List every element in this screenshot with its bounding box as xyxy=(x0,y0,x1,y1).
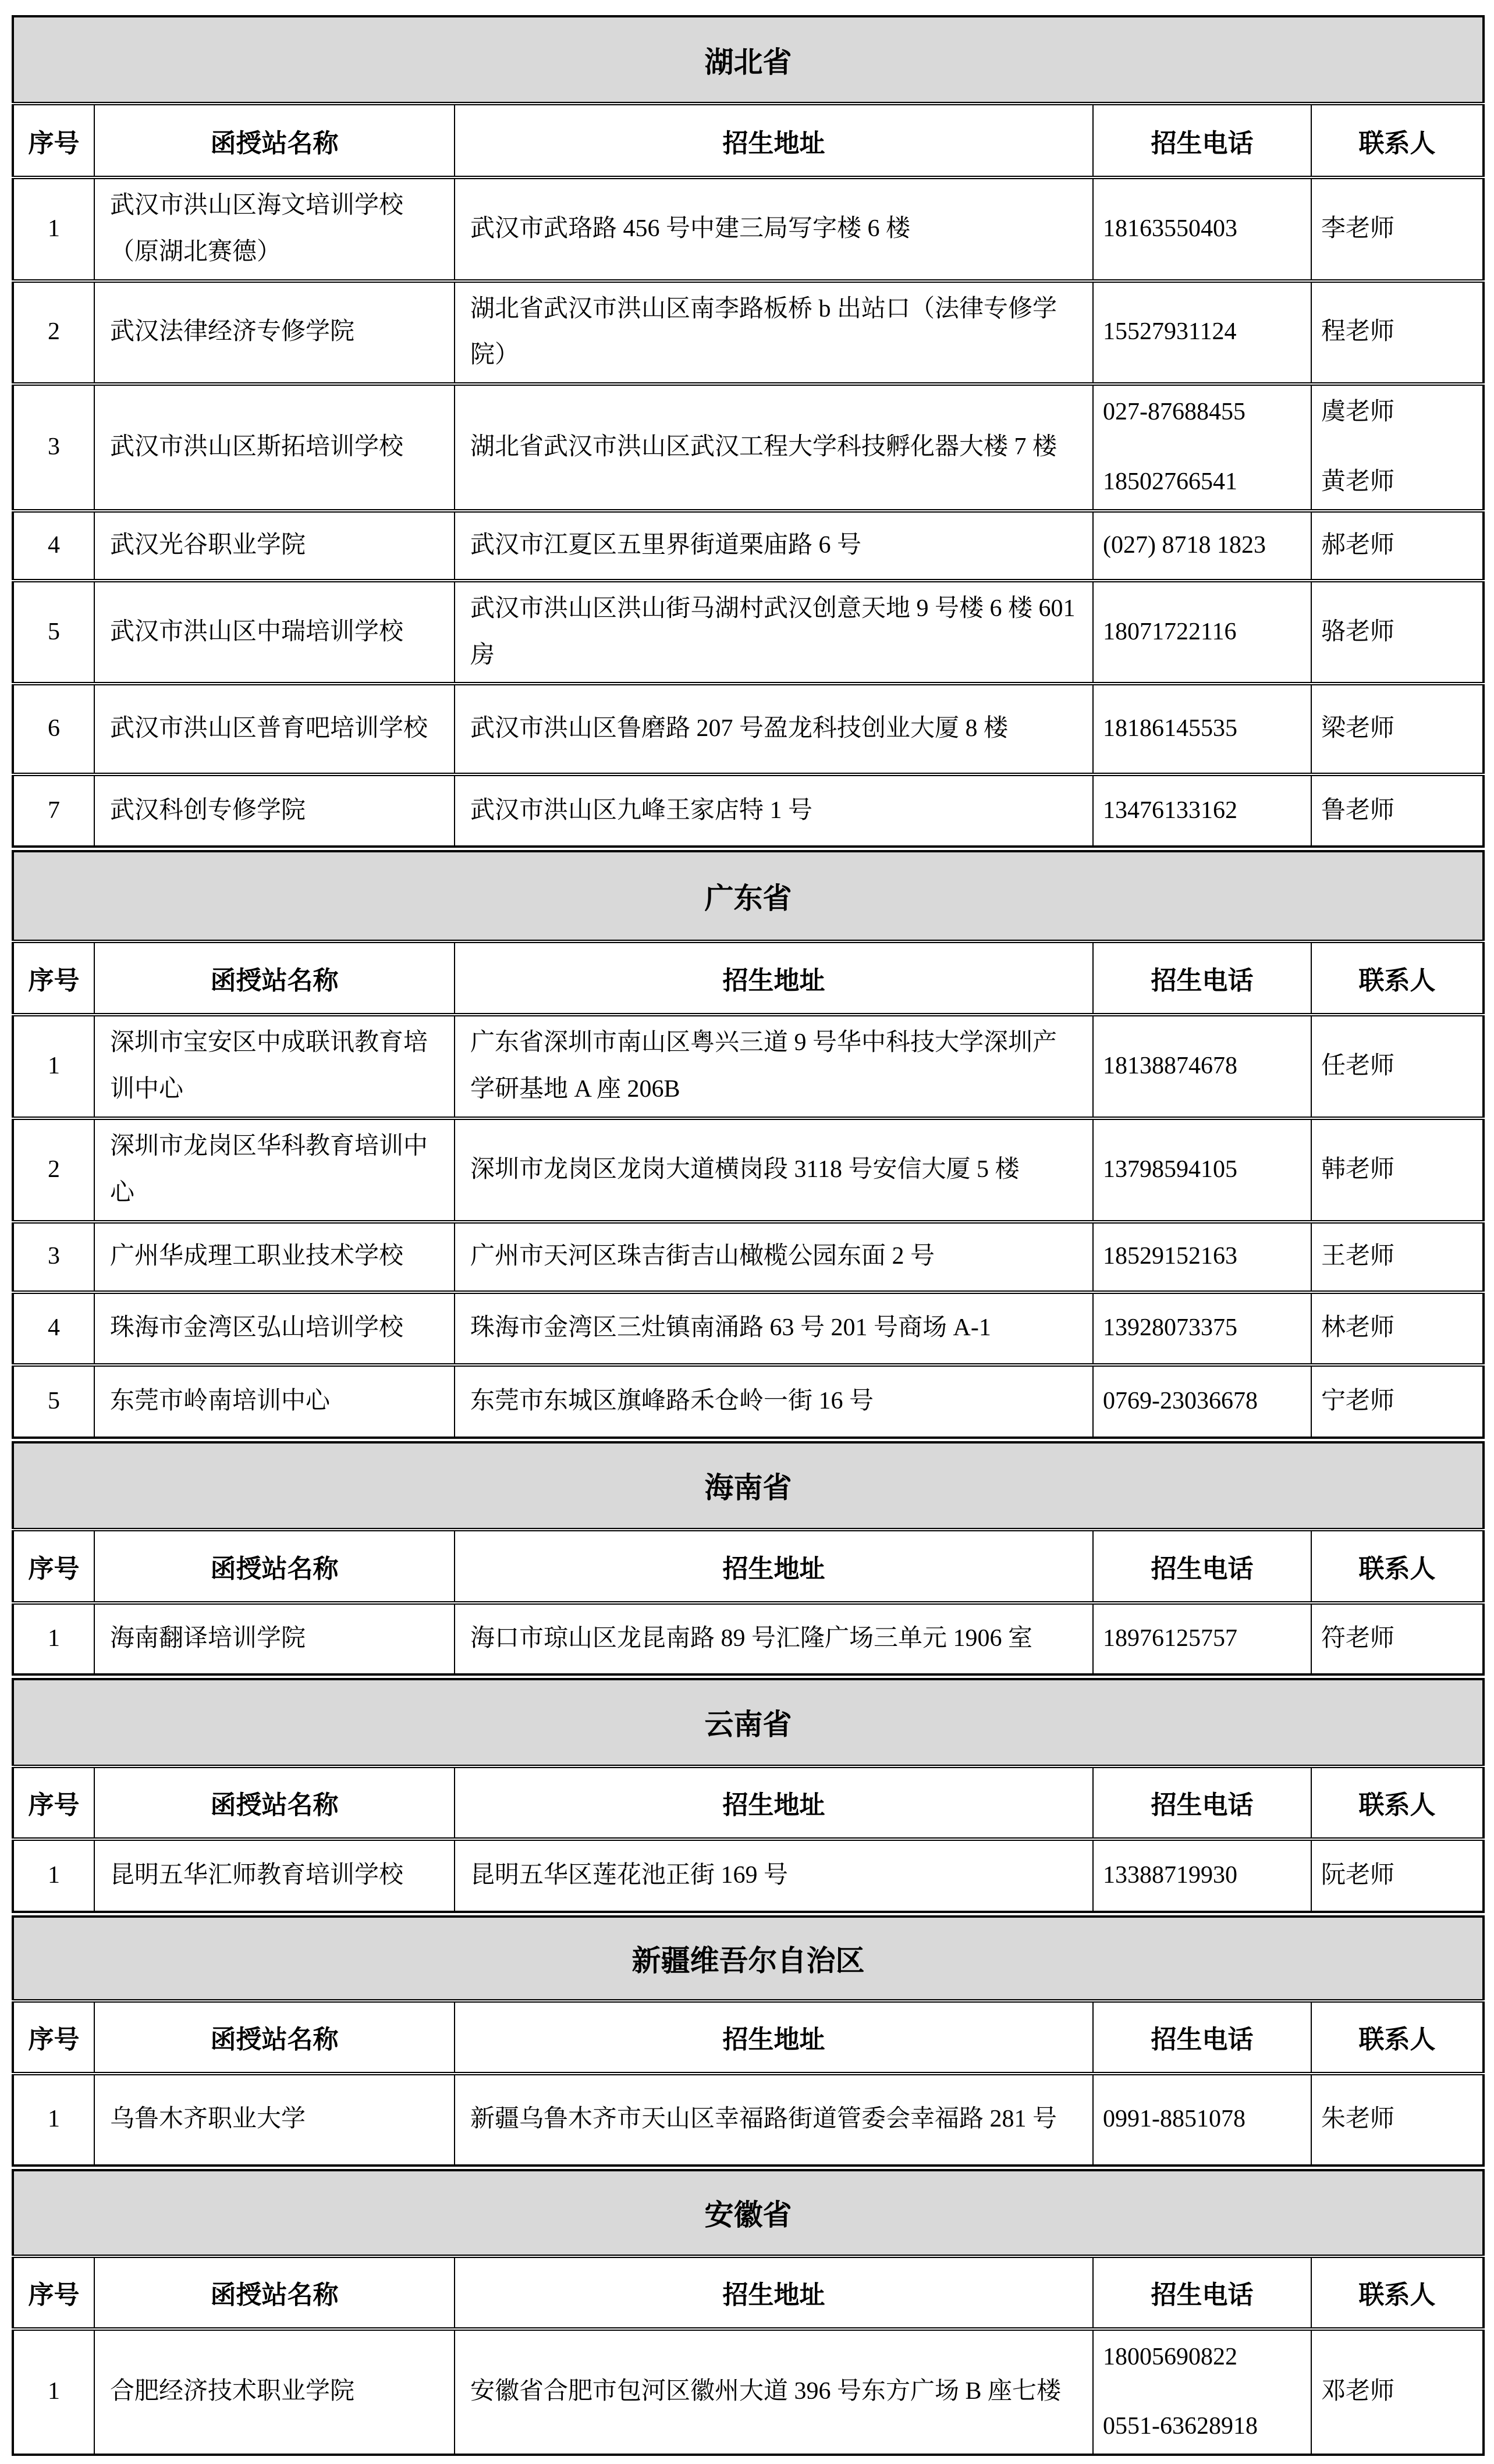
col-header-no: 序号 xyxy=(13,2001,94,2074)
cell-contact: 邓老师 xyxy=(1311,2329,1484,2455)
cell-phone: 13798594105 xyxy=(1093,1118,1311,1222)
col-header-no: 序号 xyxy=(13,1766,94,1839)
cell-no: 1 xyxy=(13,1839,94,1912)
cell-phone: 0769-23036678 xyxy=(1093,1365,1311,1438)
cell-phone xyxy=(1093,2329,1311,2455)
cell-contact: 李老师 xyxy=(1311,177,1484,281)
col-header-name: 函授站名称 xyxy=(94,1766,455,1839)
col-header-no: 序号 xyxy=(13,104,94,177)
table-row xyxy=(13,684,1484,774)
section-xinjiang xyxy=(12,1915,1485,2167)
cell-phone: 13388719930 xyxy=(1093,1839,1311,1912)
cell-no: 7 xyxy=(13,774,94,847)
cell-phone: 13476133162 xyxy=(1093,774,1311,847)
cell-contact: 鲁老师 xyxy=(1311,774,1484,847)
col-header-name: 函授站名称 xyxy=(94,2001,455,2074)
cell-no: 1 xyxy=(13,2074,94,2166)
cell-name: 深圳市宝安区中成联讯教育培训中心 xyxy=(94,1015,455,1118)
province-title: 新疆维吾尔自治区 xyxy=(13,1917,1484,2001)
cell-address: 武汉市洪山区洪山街马湖村武汉创意天地 9 号楼 6 楼 601 房 xyxy=(455,581,1093,684)
cell-no: 5 xyxy=(13,581,94,684)
col-header-name: 函授站名称 xyxy=(94,1530,455,1603)
cell-no: 5 xyxy=(13,1365,94,1438)
col-header-phone: 招生电话 xyxy=(1093,104,1311,177)
cell-phone: 18138874678 xyxy=(1093,1015,1311,1118)
table-row xyxy=(13,581,1484,684)
cell-name: 武汉市洪山区斯拓培训学校 xyxy=(94,384,455,511)
col-header-no: 序号 xyxy=(13,2256,94,2329)
table-row xyxy=(13,384,1484,511)
cell-no: 1 xyxy=(13,1603,94,1674)
cell-name: 东莞市岭南培训中心 xyxy=(94,1365,455,1438)
col-header-address: 招生地址 xyxy=(455,2256,1093,2329)
cell-contact: 任老师 xyxy=(1311,1015,1484,1118)
cell-phone: 13928073375 xyxy=(1093,1292,1311,1365)
cell-no: 3 xyxy=(13,1222,94,1292)
col-header-contact: 联系人 xyxy=(1311,2256,1484,2329)
cell-contact: 梁老师 xyxy=(1311,684,1484,774)
table-row xyxy=(13,2329,1484,2455)
table-row xyxy=(13,281,1484,385)
cell-contact: 程老师 xyxy=(1311,281,1484,385)
table-row xyxy=(13,1015,1484,1118)
cell-name: 昆明五华汇师教育培训学校 xyxy=(94,1839,455,1912)
cell-phone: 15527931124 xyxy=(1093,281,1311,385)
phone-line: 027-87688455 xyxy=(1103,399,1245,426)
col-header-no: 序号 xyxy=(13,941,94,1015)
cell-name: 海南翻译培训学院 xyxy=(94,1603,455,1674)
cell-contact xyxy=(1311,384,1484,511)
cell-address: 武汉市江夏区五里界街道栗庙路 6 号 xyxy=(455,511,1093,581)
cell-phone: 18163550403 xyxy=(1093,177,1311,281)
cell-no: 6 xyxy=(13,684,94,774)
cell-address: 武汉市洪山区鲁磨路 207 号盈龙科技创业大厦 8 楼 xyxy=(455,684,1093,774)
cell-no: 4 xyxy=(13,1292,94,1365)
cell-phone: 0991-8851078 xyxy=(1093,2074,1311,2166)
table-row xyxy=(13,1365,1484,1438)
table-row xyxy=(13,511,1484,581)
phone-line: 0551-63628918 xyxy=(1103,2413,1258,2440)
contact-line: 黄老师 xyxy=(1321,468,1395,495)
province-title: 海南省 xyxy=(13,1442,1484,1530)
col-header-contact: 联系人 xyxy=(1311,1766,1484,1839)
cell-address: 湖北省武汉市洪山区武汉工程大学科技孵化器大楼 7 楼 xyxy=(455,384,1093,511)
col-header-address: 招生地址 xyxy=(455,1766,1093,1839)
section-anhui xyxy=(12,2169,1485,2456)
cell-contact: 韩老师 xyxy=(1311,1118,1484,1222)
cell-contact: 王老师 xyxy=(1311,1222,1484,1292)
col-header-contact: 联系人 xyxy=(1311,1530,1484,1603)
col-header-name: 函授站名称 xyxy=(94,941,455,1015)
cell-name: 深圳市龙岗区华科教育培训中心 xyxy=(94,1118,455,1222)
cell-contact: 朱老师 xyxy=(1311,2074,1484,2166)
col-header-name: 函授站名称 xyxy=(94,104,455,177)
section-hainan xyxy=(12,1441,1485,1676)
col-header-contact: 联系人 xyxy=(1311,104,1484,177)
section-yunnan xyxy=(12,1678,1485,1913)
cell-no: 1 xyxy=(13,2329,94,2455)
col-header-no: 序号 xyxy=(13,1530,94,1603)
col-header-phone: 招生电话 xyxy=(1093,1766,1311,1839)
col-header-phone: 招生电话 xyxy=(1093,941,1311,1015)
contact-line: 虞老师 xyxy=(1321,399,1395,426)
cell-address: 东莞市东城区旗峰路禾仓岭一街 16 号 xyxy=(455,1365,1093,1438)
cell-no: 2 xyxy=(13,281,94,385)
cell-no: 1 xyxy=(13,1015,94,1118)
col-header-address: 招生地址 xyxy=(455,104,1093,177)
cell-address: 珠海市金湾区三灶镇南涌路 63 号 201 号商场 A-1 xyxy=(455,1292,1093,1365)
cell-phone: 18186145535 xyxy=(1093,684,1311,774)
province-title: 广东省 xyxy=(13,851,1484,941)
province-title: 湖北省 xyxy=(13,16,1484,104)
cell-contact: 宁老师 xyxy=(1311,1365,1484,1438)
cell-name: 武汉市洪山区中瑞培训学校 xyxy=(94,581,455,684)
col-header-address: 招生地址 xyxy=(455,941,1093,1015)
cell-address: 昆明五华区莲花池正街 169 号 xyxy=(455,1839,1093,1912)
cell-contact: 林老师 xyxy=(1311,1292,1484,1365)
col-header-address: 招生地址 xyxy=(455,2001,1093,2074)
cell-address: 广东省深圳市南山区粤兴三道 9 号华中科技大学深圳产学研基地 A 座 206B xyxy=(455,1015,1093,1118)
cell-contact: 符老师 xyxy=(1311,1603,1484,1674)
table-row xyxy=(13,2074,1484,2166)
table-row xyxy=(13,1222,1484,1292)
province-title: 安徽省 xyxy=(13,2170,1484,2256)
cell-no: 2 xyxy=(13,1118,94,1222)
cell-contact: 郝老师 xyxy=(1311,511,1484,581)
cell-phone xyxy=(1093,384,1311,511)
cell-no: 1 xyxy=(13,177,94,281)
cell-phone: (027) 8718 1823 xyxy=(1093,511,1311,581)
table-row xyxy=(13,1118,1484,1222)
table-row xyxy=(13,1292,1484,1365)
col-header-phone: 招生电话 xyxy=(1093,2001,1311,2074)
col-header-name: 函授站名称 xyxy=(94,2256,455,2329)
cell-phone: 18976125757 xyxy=(1093,1603,1311,1674)
col-header-phone: 招生电话 xyxy=(1093,2256,1311,2329)
table-row xyxy=(13,1603,1484,1674)
cell-address: 武汉市洪山区九峰王家店特 1 号 xyxy=(455,774,1093,847)
col-header-contact: 联系人 xyxy=(1311,2001,1484,2074)
cell-no: 4 xyxy=(13,511,94,581)
col-header-address: 招生地址 xyxy=(455,1530,1093,1603)
cell-address: 广州市天河区珠吉街吉山橄榄公园东面 2 号 xyxy=(455,1222,1093,1292)
cell-name: 武汉科创专修学院 xyxy=(94,774,455,847)
section-guangdong xyxy=(12,850,1485,1438)
cell-name: 武汉市洪山区海文培训学校（原湖北赛德） xyxy=(94,177,455,281)
table-row xyxy=(13,1839,1484,1912)
col-header-contact: 联系人 xyxy=(1311,941,1484,1015)
province-title: 云南省 xyxy=(13,1679,1484,1766)
cell-contact: 阮老师 xyxy=(1311,1839,1484,1912)
cell-address: 湖北省武汉市洪山区南李路板桥 b 出站口（法律专修学院） xyxy=(455,281,1093,385)
cell-address: 深圳市龙岗区龙岗大道横岗段 3118 号安信大厦 5 楼 xyxy=(455,1118,1093,1222)
cell-contact: 骆老师 xyxy=(1311,581,1484,684)
cell-no: 3 xyxy=(13,384,94,511)
cell-name: 合肥经济技术职业学院 xyxy=(94,2329,455,2455)
cell-address: 武汉市武珞路 456 号中建三局写字楼 6 楼 xyxy=(455,177,1093,281)
cell-name: 珠海市金湾区弘山培训学校 xyxy=(94,1292,455,1365)
cell-name: 广州华成理工职业技术学校 xyxy=(94,1222,455,1292)
cell-address: 新疆乌鲁木齐市天山区幸福路街道管委会幸福路 281 号 xyxy=(455,2074,1093,2166)
cell-address: 海口市琼山区龙昆南路 89 号汇隆广场三单元 1906 室 xyxy=(455,1603,1093,1674)
phone-line: 18502766541 xyxy=(1103,468,1237,495)
cell-name: 武汉法律经济专修学院 xyxy=(94,281,455,385)
cell-name: 武汉市洪山区普育吧培训学校 xyxy=(94,684,455,774)
table-row xyxy=(13,177,1484,281)
cell-phone: 18529152163 xyxy=(1093,1222,1311,1292)
cell-name: 乌鲁木齐职业大学 xyxy=(94,2074,455,2166)
col-header-phone: 招生电话 xyxy=(1093,1530,1311,1603)
cell-phone: 18071722116 xyxy=(1093,581,1311,684)
table-row xyxy=(13,774,1484,847)
cell-name: 武汉光谷职业学院 xyxy=(94,511,455,581)
phone-line: 18005690822 xyxy=(1103,2343,1237,2370)
cell-address: 安徽省合肥市包河区徽州大道 396 号东方广场 B 座七楼 xyxy=(455,2329,1093,2455)
section-hubei xyxy=(12,15,1485,848)
